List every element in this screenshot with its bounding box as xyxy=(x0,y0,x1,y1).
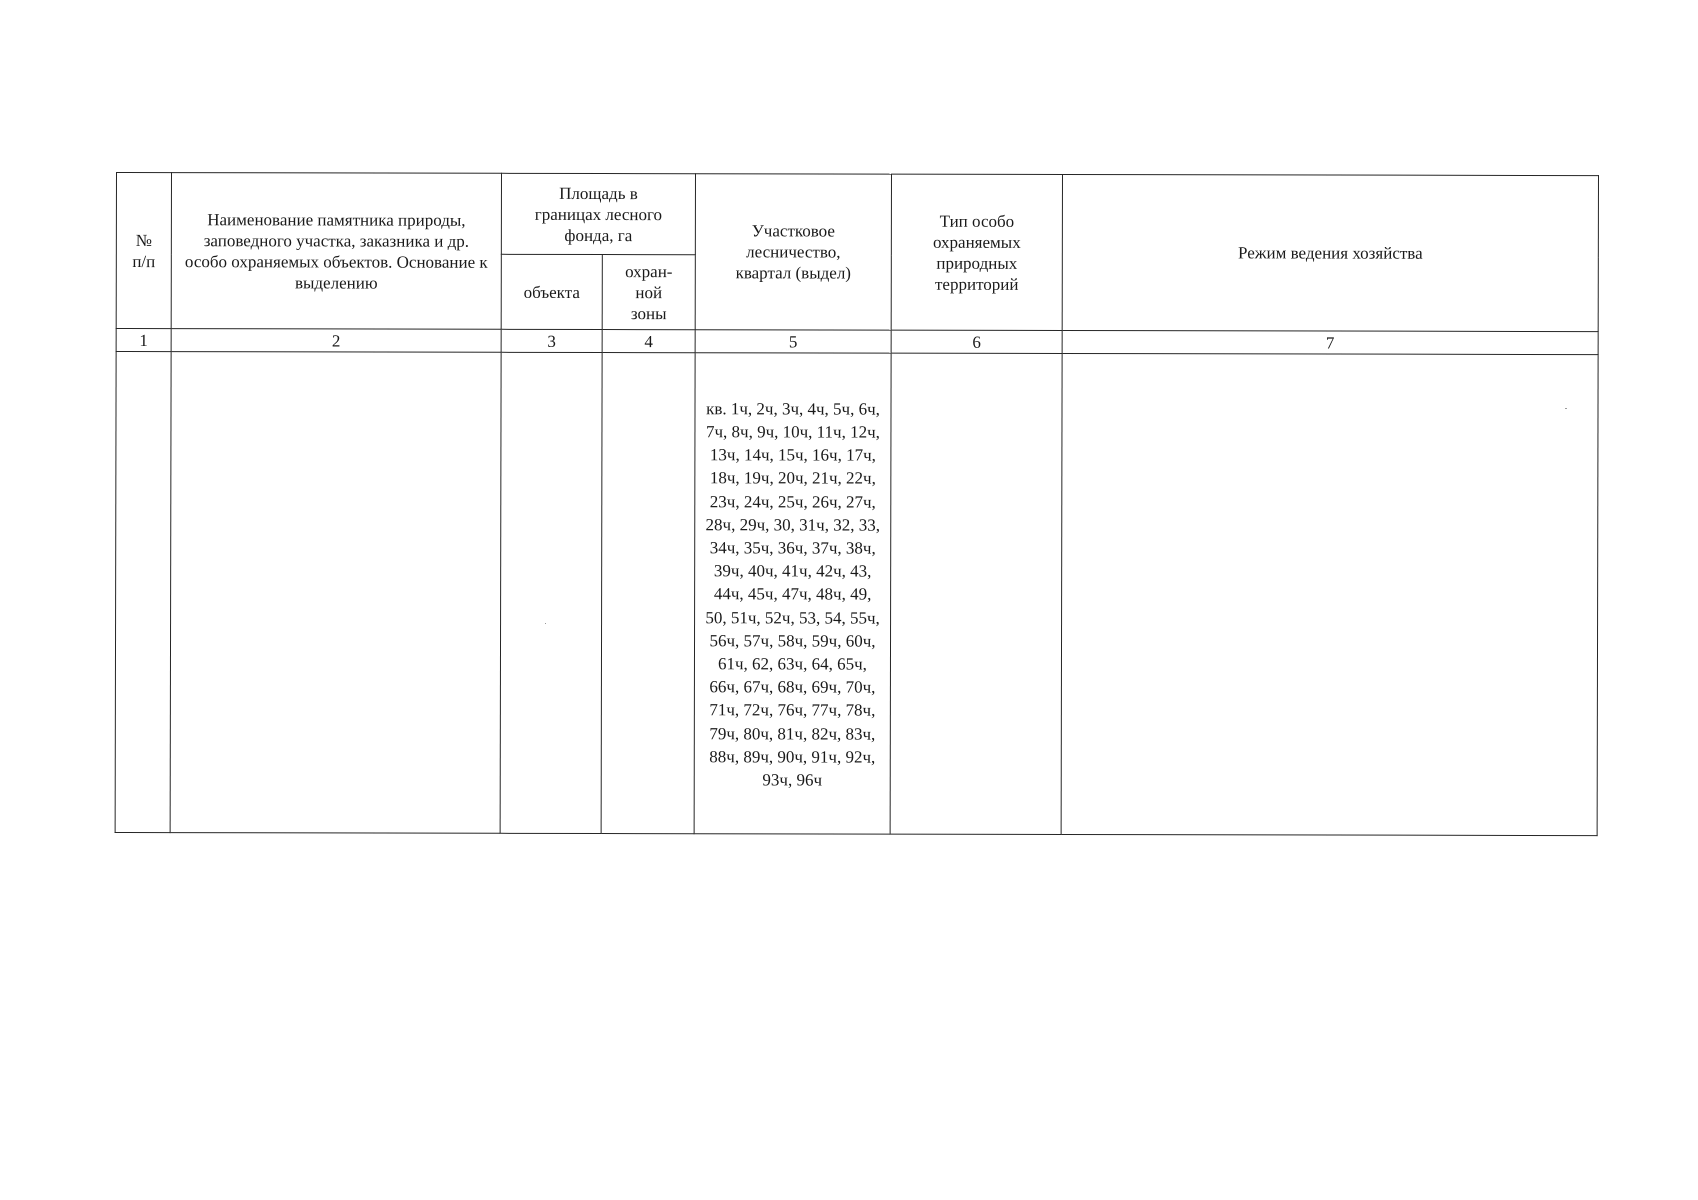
header-name xyxy=(171,173,501,330)
header-area-zone-text: охран-ной зоны xyxy=(625,261,673,323)
header-number xyxy=(116,173,171,329)
header-area-object xyxy=(501,254,602,329)
protected-areas-table xyxy=(115,172,1599,836)
header-regime-text: Режим ведения хозяйства xyxy=(1237,243,1423,263)
header-forestry-text: Участковое лесничество, квартал (выдел) xyxy=(735,221,852,283)
header-area-zone xyxy=(602,255,695,330)
header-area-group xyxy=(501,173,695,254)
header-area-object-text: объекта xyxy=(523,282,580,302)
scan-speck xyxy=(1565,408,1567,409)
row-type-cell xyxy=(890,353,1062,834)
column-number-7: 7 xyxy=(1062,330,1598,354)
header-area-group-text: Площадь в границах лесного фонда, га xyxy=(534,183,663,245)
column-number-6: 6 xyxy=(891,330,1062,353)
column-number-4: 4 xyxy=(602,330,695,353)
column-number-2: 2 xyxy=(171,329,501,353)
header-forestry xyxy=(695,174,891,330)
column-number-5: 5 xyxy=(695,330,891,353)
table-row xyxy=(115,352,1598,836)
header-regime xyxy=(1062,174,1598,331)
row-number-cell xyxy=(115,352,171,833)
row-area-object-cell xyxy=(500,352,602,833)
row-name-cell xyxy=(170,352,501,834)
row-forestry-cell xyxy=(694,353,891,834)
header-row xyxy=(116,173,1598,257)
scan-speck xyxy=(545,623,546,624)
header-type xyxy=(891,174,1062,330)
column-number-1: 1 xyxy=(116,329,171,352)
quarters-list: кв. 1ч, 2ч, 3ч, 4ч, 5ч, 6ч, 7ч, 8ч, 9ч, 10ч, 11ч, 12ч, 13ч, 14ч, 15ч, 16ч, 17ч, 18ч, 19ч, 20ч, 21ч, 22ч, 23ч, 24ч, 25ч, 26ч, 27ч, 28ч, 29ч, 30, 31ч, 32, 33, 34ч, 35ч, 36ч, 37ч, 38ч, 39ч, 40ч, 41ч, 42ч, 43, 44ч, 45ч, 47ч, 48ч, 49, 50, 51ч, 52ч, 53, 54, 55ч, 56ч, 57ч, 58ч, 59ч, 60ч, 61ч, 62, 63ч, 64, 65ч, 66ч, 67ч, 68ч, 69ч, 70ч, 71ч, 72ч, 76ч, 77ч, 78ч, 79ч, 80ч, 81ч, 82ч, 83ч, 88ч, 89ч, 90ч, 91ч, 92ч, 93ч, 96ч xyxy=(705,399,880,790)
column-number-3: 3 xyxy=(501,329,602,352)
header-type-text: Тип особо охраняемых природных территорий xyxy=(932,211,1021,294)
header-number-text: № п/п xyxy=(132,230,156,271)
column-number-row xyxy=(116,329,1598,355)
header-name-text: Наименование памятника природы, заповедного участка, заказника и др. особо охраняемых объектов. Основание к выделению xyxy=(184,209,488,293)
row-regime-cell xyxy=(1061,353,1598,835)
row-area-zone-cell xyxy=(601,353,695,834)
